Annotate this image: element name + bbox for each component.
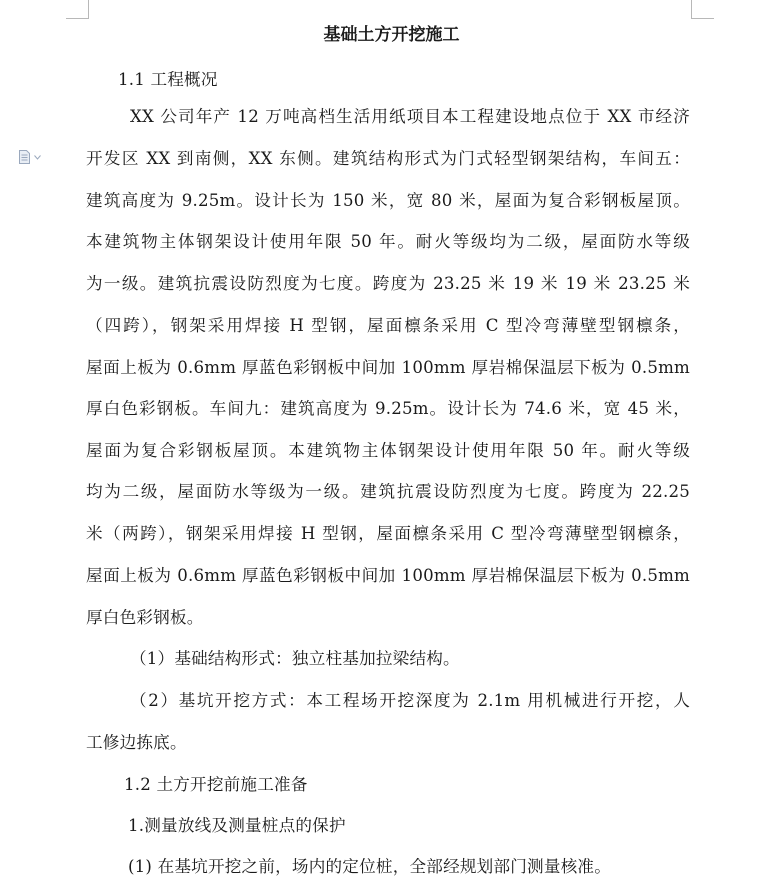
subsection-heading: 1.测量放线及测量桩点的保护: [128, 816, 346, 835]
chevron-down-icon: [34, 155, 41, 160]
paragraph-line: 屋面上板为 0.6mm 厚蓝色彩钢板中间加 100mm 厚岩棉保温层下板为 0.5mm: [86, 358, 690, 377]
paragraph-line: 本建筑物主体钢架设计使用年限 50 年。耐火等级均为二级，屋面防水等级: [86, 232, 690, 251]
section-heading-1-2: 1.2 土方开挖前施工准备: [124, 775, 308, 794]
paragraph-line: 屋面为复合彩钢板屋顶。本建筑物主体钢架设计使用年限 50 年。耐火等级: [86, 441, 690, 460]
document-title: 基础土方开挖施工: [323, 25, 460, 45]
margin-corner-top-right: [691, 0, 714, 19]
paragraph-line: 为一级。建筑抗震设防烈度为七度。跨度为 23.25 米 19 米 19 米 23.25 米: [86, 274, 690, 293]
paragraph-options-button[interactable]: [18, 148, 48, 166]
paragraph-line: 屋面上板为 0.6mm 厚蓝色彩钢板中间加 100mm 厚岩棉保温层下板为 0.5mm: [86, 566, 690, 585]
section-heading-1-1: 1.1 工程概况: [118, 70, 218, 89]
paragraph-line: 厚白色彩钢板。: [86, 608, 204, 627]
paragraph-line: 工修边拣底。: [86, 733, 187, 752]
list-item: (1) 在基坑开挖之前，场内的定位桩，全部经规划部门测量核准。: [128, 857, 612, 876]
paragraph-line: 均为二级，屋面防水等级为一级。建筑抗震设防烈度为七度。跨度为 22.25: [86, 482, 690, 501]
document-icon: [18, 150, 31, 164]
list-item: （1）基础结构形式：独立柱基加拉梁结构。: [130, 649, 460, 668]
paragraph-line: 米（两跨），钢架采用焊接 H 型钢，屋面檩条采用 C 型冷弯薄壁型钢檩条，: [86, 524, 690, 543]
list-item: （2）基坑开挖方式：本工程场开挖深度为 2.1m 用机械进行开挖，人: [130, 691, 690, 710]
paragraph-line: （四跨），钢架采用焊接 H 型钢，屋面檩条采用 C 型冷弯薄壁型钢檩条，: [86, 316, 690, 335]
margin-corner-top-left: [66, 0, 89, 19]
paragraph-line: 厚白色彩钢板。车间九：建筑高度为 9.25m。设计长为 74.6 米，宽 45 米，: [86, 399, 690, 418]
paragraph-line: 开发区 XX 到南侧，XX 东侧。建筑结构形式为门式轻型钢架结构，车间五：: [86, 149, 690, 168]
paragraph-line: XX 公司年产 12 万吨高档生活用纸项目本工程建设地点位于 XX 市经济: [130, 107, 690, 126]
paragraph-line: 建筑高度为 9.25m。设计长为 150 米，宽 80 米，屋面为复合彩钢板屋顶。: [86, 191, 690, 210]
